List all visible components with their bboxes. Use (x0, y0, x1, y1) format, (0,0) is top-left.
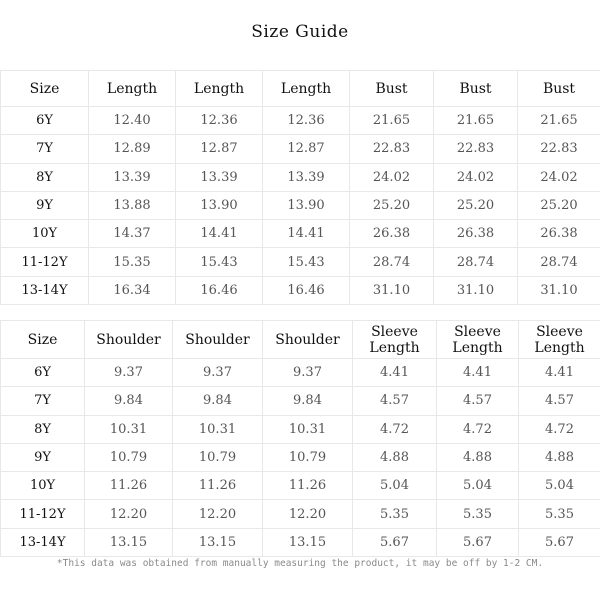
measurement-cell: 10.31 (85, 415, 173, 443)
table-row (1, 191, 600, 219)
column-header (519, 321, 600, 359)
size-table-shoulder-sleeve (0, 320, 600, 557)
size-cell: 8Y (1, 163, 89, 191)
column-header (85, 321, 173, 359)
column-header (173, 321, 263, 359)
measurement-cell: 5.35 (353, 500, 437, 528)
size-cell: 7Y (1, 387, 85, 415)
measurement-cell: 12.89 (89, 135, 176, 163)
measurement-cell: 12.20 (85, 500, 173, 528)
size-cell: 6Y (1, 107, 89, 135)
measurement-cell: 13.15 (263, 528, 353, 556)
measurement-cell: 5.04 (437, 472, 519, 500)
measurement-cell: 4.88 (437, 443, 519, 471)
measurement-cell: 31.10 (350, 276, 434, 304)
table-row (1, 135, 600, 163)
measurement-cell: 22.83 (434, 135, 518, 163)
measurement-cell: 31.10 (434, 276, 518, 304)
column-header (437, 321, 519, 359)
column-header: Bust (518, 71, 600, 107)
measurement-footnote: *This data was obtained from manually measuring the product, it may be off by 1-2 CM. (56, 558, 544, 569)
table-row (1, 276, 600, 304)
size-cell: 6Y (1, 359, 85, 387)
table-row (1, 163, 600, 191)
measurement-cell: 22.83 (350, 135, 434, 163)
measurement-cell: 4.41 (437, 359, 519, 387)
page-title: Size Guide (251, 22, 349, 42)
measurement-cell: 4.41 (353, 359, 437, 387)
measurement-cell: 9.37 (85, 359, 173, 387)
measurement-cell: 4.88 (519, 443, 600, 471)
column-header-line: Length (452, 339, 503, 356)
table-header-row (1, 71, 600, 107)
measurement-cell: 4.57 (519, 387, 600, 415)
measurement-cell: 5.67 (353, 528, 437, 556)
column-header: Bust (350, 71, 434, 107)
measurement-cell: 12.20 (263, 500, 353, 528)
measurement-cell: 15.43 (263, 248, 350, 276)
measurement-cell: 21.65 (350, 107, 434, 135)
size-table-length-bust (0, 70, 600, 305)
column-header: Bust (434, 71, 518, 107)
size-cell: 11-12Y (1, 248, 89, 276)
measurement-cell: 9.84 (173, 387, 263, 415)
measurement-cell: 24.02 (434, 163, 518, 191)
measurement-cell: 5.04 (353, 472, 437, 500)
column-header: Size (1, 71, 89, 107)
column-header (263, 321, 353, 359)
size-cell: 10Y (1, 220, 89, 248)
size-cell: 9Y (1, 191, 89, 219)
measurement-cell: 10.31 (263, 415, 353, 443)
measurement-cell: 28.74 (434, 248, 518, 276)
measurement-cell: 5.04 (519, 472, 600, 500)
size-cell: 13-14Y (1, 276, 89, 304)
table-body (1, 107, 600, 305)
measurement-cell: 16.34 (89, 276, 176, 304)
measurement-cell: 12.20 (173, 500, 263, 528)
measurement-cell: 5.35 (519, 500, 600, 528)
measurement-cell: 9.84 (263, 387, 353, 415)
column-header-line: Length (369, 339, 420, 356)
table-row (1, 107, 600, 135)
column-header: Length (176, 71, 263, 107)
measurement-cell: 4.41 (519, 359, 600, 387)
measurement-cell: 16.46 (263, 276, 350, 304)
measurement-cell: 25.20 (350, 191, 434, 219)
measurement-cell: 21.65 (434, 107, 518, 135)
measurement-cell: 4.72 (353, 415, 437, 443)
measurement-cell: 16.46 (176, 276, 263, 304)
column-header: Length (89, 71, 176, 107)
measurement-cell: 13.39 (263, 163, 350, 191)
measurement-cell: 26.38 (350, 220, 434, 248)
column-header-line: Shoulder (185, 331, 250, 348)
table-row (1, 528, 600, 556)
measurement-cell: 10.79 (263, 443, 353, 471)
measurement-cell: 4.88 (353, 443, 437, 471)
size-cell: 9Y (1, 443, 85, 471)
measurement-cell: 11.26 (263, 472, 353, 500)
measurement-cell: 24.02 (350, 163, 434, 191)
measurement-cell: 26.38 (518, 220, 600, 248)
measurement-cell: 4.57 (353, 387, 437, 415)
measurement-cell: 28.74 (518, 248, 600, 276)
measurement-cell: 5.67 (437, 528, 519, 556)
measurement-cell: 4.72 (437, 415, 519, 443)
measurement-cell: 13.90 (176, 191, 263, 219)
column-header-line: Sleeve (536, 323, 583, 340)
measurement-cell: 13.15 (173, 528, 263, 556)
measurement-cell: 15.35 (89, 248, 176, 276)
column-header-line: Sleeve (371, 323, 418, 340)
table-body (1, 359, 600, 557)
measurement-cell: 10.31 (173, 415, 263, 443)
size-cell: 11-12Y (1, 500, 85, 528)
measurement-cell: 9.37 (173, 359, 263, 387)
column-header (353, 321, 437, 359)
table-header-row (1, 321, 600, 359)
measurement-cell: 11.26 (85, 472, 173, 500)
measurement-cell: 11.26 (173, 472, 263, 500)
measurement-cell: 28.74 (350, 248, 434, 276)
measurement-cell: 12.87 (263, 135, 350, 163)
measurement-cell: 4.57 (437, 387, 519, 415)
column-header (1, 321, 85, 359)
measurement-cell: 25.20 (434, 191, 518, 219)
measurement-cell: 13.90 (263, 191, 350, 219)
measurement-cell: 9.37 (263, 359, 353, 387)
table-row (1, 472, 600, 500)
column-header-line: Sleeve (454, 323, 501, 340)
size-cell: 7Y (1, 135, 89, 163)
table-row (1, 443, 600, 471)
measurement-cell: 13.39 (176, 163, 263, 191)
measurement-cell: 31.10 (518, 276, 600, 304)
measurement-cell: 12.36 (176, 107, 263, 135)
measurement-cell: 10.79 (173, 443, 263, 471)
measurement-cell: 25.20 (518, 191, 600, 219)
measurement-cell: 5.35 (437, 500, 519, 528)
measurement-cell: 26.38 (434, 220, 518, 248)
measurement-cell: 21.65 (518, 107, 600, 135)
table-row (1, 387, 600, 415)
column-header-line: Length (534, 339, 585, 356)
measurement-cell: 13.39 (89, 163, 176, 191)
measurement-cell: 12.36 (263, 107, 350, 135)
column-header-line: Shoulder (275, 331, 340, 348)
table-row (1, 248, 600, 276)
column-header-line: Shoulder (96, 331, 161, 348)
size-cell: 8Y (1, 415, 85, 443)
measurement-cell: 14.41 (263, 220, 350, 248)
measurement-cell: 22.83 (518, 135, 600, 163)
table-row (1, 220, 600, 248)
size-cell: 13-14Y (1, 528, 85, 556)
measurement-cell: 4.72 (519, 415, 600, 443)
table-row (1, 415, 600, 443)
size-cell: 10Y (1, 472, 85, 500)
table-row (1, 500, 600, 528)
measurement-cell: 15.43 (176, 248, 263, 276)
table-row (1, 359, 600, 387)
measurement-cell: 14.41 (176, 220, 263, 248)
measurement-cell: 13.88 (89, 191, 176, 219)
measurement-cell: 9.84 (85, 387, 173, 415)
measurement-cell: 12.40 (89, 107, 176, 135)
measurement-cell: 12.87 (176, 135, 263, 163)
measurement-cell: 14.37 (89, 220, 176, 248)
column-header-line: Size (27, 331, 58, 348)
column-header: Length (263, 71, 350, 107)
measurement-cell: 10.79 (85, 443, 173, 471)
measurement-cell: 5.67 (519, 528, 600, 556)
measurement-cell: 13.15 (85, 528, 173, 556)
measurement-cell: 24.02 (518, 163, 600, 191)
